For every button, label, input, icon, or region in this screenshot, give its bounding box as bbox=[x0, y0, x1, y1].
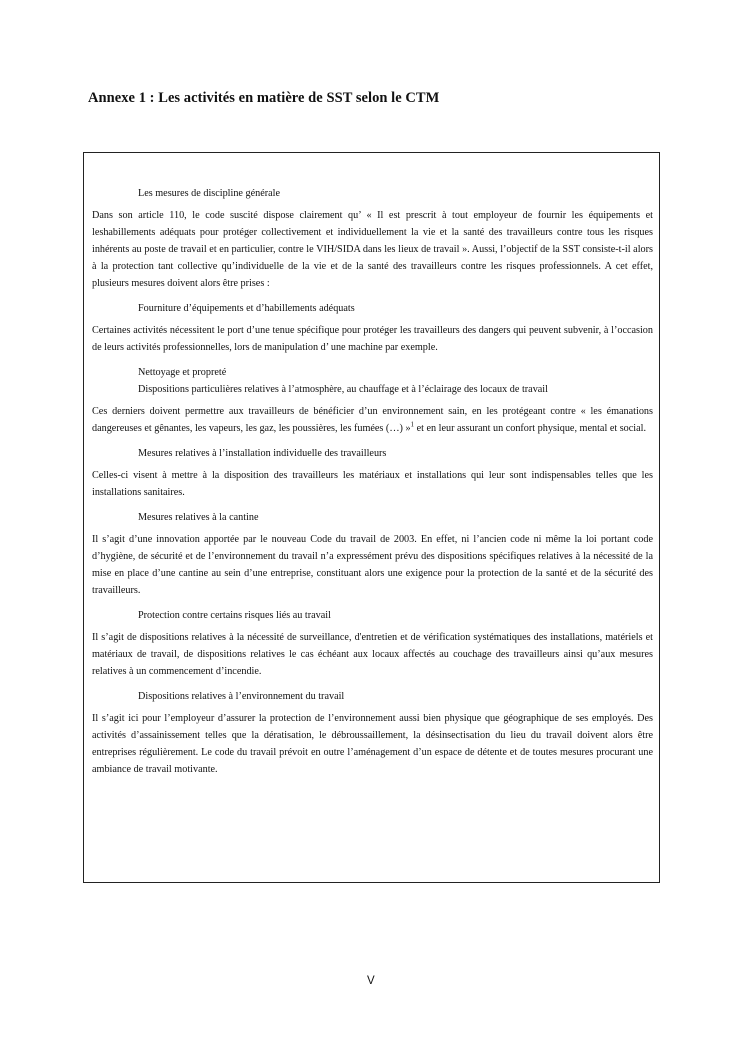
heading-discipline-generale: Les mesures de discipline générale bbox=[138, 188, 281, 199]
paragraph-atmosphere-rest: et en leur assurant un confort physique, mental et social. bbox=[414, 423, 647, 434]
heading-cantine: Mesures relatives à la cantine bbox=[138, 512, 259, 523]
annex-frame bbox=[83, 152, 660, 883]
heading-atmosphere: Dispositions particulières relatives à l’atmosphère, au chauffage et à l’éclairage des locaux de travail bbox=[138, 384, 548, 395]
heading-environnement: Dispositions relatives à l’environnement du travail bbox=[138, 691, 345, 702]
paragraph-installation: Celles-ci visent à mettre à la disposition des travailleurs les matériaux et installations qui leur sont indispensables telles que les installations sanitaires. bbox=[92, 470, 653, 498]
paragraph-risques: Il s’agit de dispositions relatives à la nécessité de surveillance, d'entretien et de vérification systématiques des installations, matériels et matériaux de travail, de dispositions relatives le cas échéant aux locaux affectés au couchage des travailleurs ainsi qu’aux mesures relatives à un commencement d’incendie. bbox=[92, 632, 653, 677]
heading-installation: Mesures relatives à l’installation individuelle des travailleurs bbox=[138, 448, 387, 459]
paragraph-environnement: Il s’agit ici pour l’employeur d’assurer la protection de l’environnement aussi bien physique que géographique de ses employés. Des activités d’assainissement telles que la dératisation, le débroussaillement, la désinsectisation du lieu du travail doivent alors être entreprises régulièrement. Le code du travail prévoit en outre l’aménagement d’un espace de détente et de toutes mesures procurant une ambiance de travail motivante. bbox=[92, 713, 653, 775]
heading-nettoyage: Nettoyage et propreté bbox=[138, 367, 227, 378]
heading-equipements: Fourniture d’équipements et d’habillements adéquats bbox=[138, 303, 355, 314]
paragraph-equipements: Certaines activités nécessitent le port d’une tenue spécifique pour protéger les travailleurs des dangers qui peuvent subvenir, à l’occasion de leurs activités professionnelles, lors de manipulation d’ une machine par exemple. bbox=[92, 325, 653, 353]
annex-content bbox=[92, 185, 653, 778]
footnote-marker: 1 bbox=[410, 420, 415, 429]
paragraph-atmosphere bbox=[92, 403, 653, 437]
paragraph-cantine: Il s’agit d’une innovation apportée par le nouveau Code du travail de 2003. En effet, ni l’ancien code ni même la loi portant code d’hygiène, de sécurité et de l’environnement du travail n’a expressément prévu des dispositions spécifiques relatives à la nécessité de la mise en place d’une cantine au sein d’une entreprise, constituant alors une exigence pour la protection de la santé et de la sécurité des travailleurs. bbox=[92, 534, 653, 596]
page-number: V bbox=[367, 975, 375, 987]
paragraph-atmosphere-text: Ces derniers doivent permettre aux travailleurs de bénéficier d’un environnement sain, en les protégeant contre « les émanations dangereuses et gênantes, les vapeurs, les gaz, les poussières, les fumées (…) » bbox=[92, 406, 653, 434]
annex-title: Annexe 1 : Les activités en matière de SST selon le CTM bbox=[88, 90, 440, 106]
heading-risques: Protection contre certains risques liés au travail bbox=[138, 610, 331, 621]
paragraph-article-110: Dans son article 110, le code suscité dispose clairement qu’ « Il est prescrit à tout employeur de fournir les équipements et leshabillements adéquats pour protéger collectivement et individuellement la vie et la santé des travailleurs contre tous les risques inhérents au poste de travail et en particulier, contre le VIH/SIDA dans les lieux de travail ». Aussi, l’objectif de la SST consiste-t-il alors à la protection tant collective qu’individuelle de la vie et de la santé des travailleurs contre les risques professionnels. A cet effet, plusieurs mesures doivent alors être prises : bbox=[92, 210, 653, 289]
